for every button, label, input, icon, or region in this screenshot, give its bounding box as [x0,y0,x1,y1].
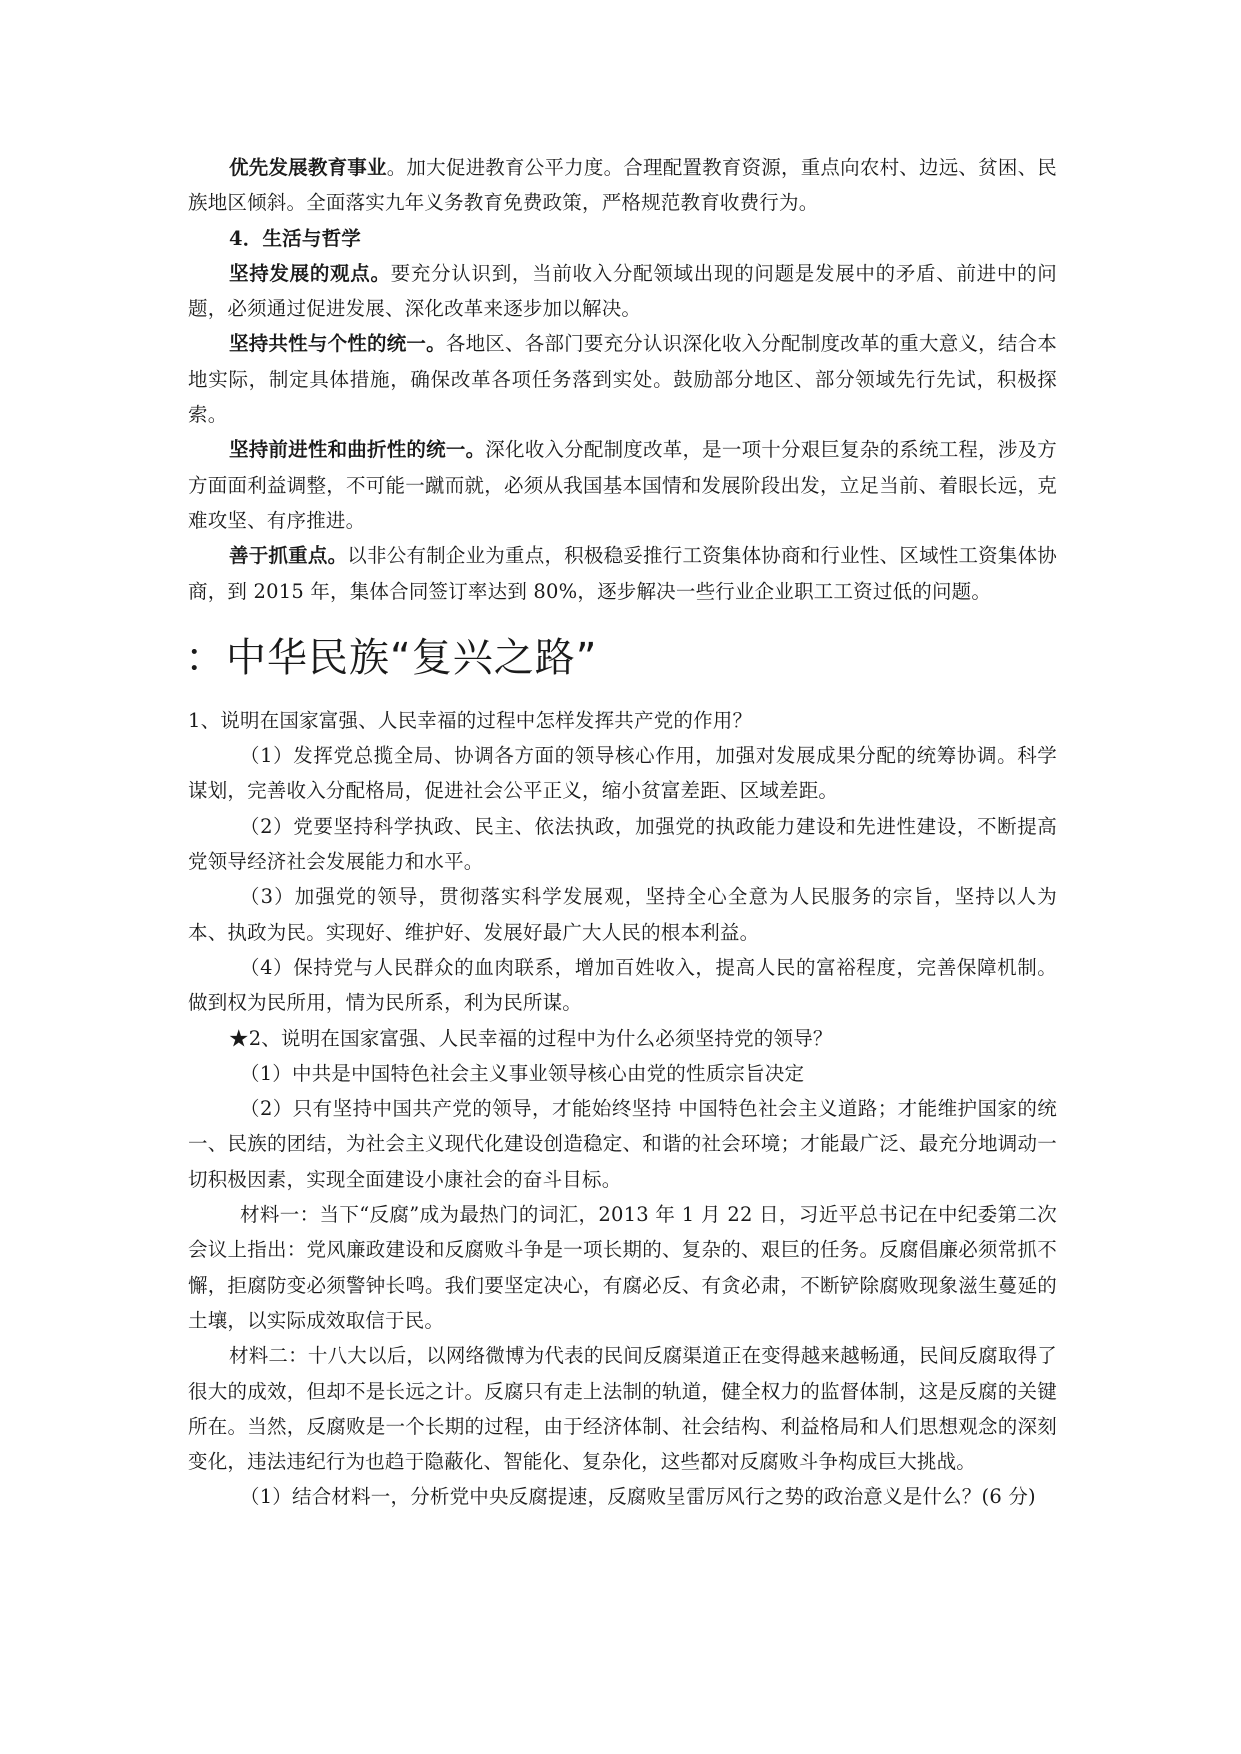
material-2: 材料二：十八大以后，以网络微博为代表的民间反腐渠道正在变得越来越畅通，民间反腐取得了很大的成效，但却不是长远之计。反腐只有走上法制的轨道，健全权力的监督体制，这是反腐的关键所在。当然，反腐败是一个长期的过程，由于经济体制、社会结构、利益格局和人们思想观念的深刻变化，违法违纪行为也趋于隐蔽化、智能化、复杂化，这些都对反腐败斗争构成巨大挑战。 [188,1344,1057,1474]
bold-lead: 优先发展教育事业 [229,156,387,179]
paragraph-text: 要充分认识到，当前收入分配领域出现的问题是发展中的矛盾、前进中的问题，必须通过促进发展、深化改革来逐步加以解决。 [188,261,1057,321]
material-1: 材料一：当下“反腐”成为最热门的词汇，2013 年 1 月 22 日，习近平总书记在中纪委第二次会议上指出：党风廉政建设和反腐败斗争是一项长期的、复杂的、艰巨的任务。反腐倡廉必须常抓不懈，拒腐防变必须警钟长鸣。我们要坚定决心，有腐必反、有贪必肃，不断铲除腐败现象滋生蔓延的土壤，以实际成效取信于民。 [188,1203,1057,1332]
question-2: ★2、说明在国家富强、人民幸福的过程中为什么必须坚持党的领导？ [229,1026,833,1050]
document-body [185,150,1058,1515]
paragraph-focus [188,538,1057,609]
paragraph-text: 各地区、各部门要充分认识深化收入分配制度改革的重大意义，结合本地实际，制定具体措施，确保改革各项任务落到实处。鼓励部分地区、部分领域先行先试，积极探索。 [188,332,1058,427]
paragraph-education [188,150,1057,221]
paragraph-text: 。加大促进教育公平力度。合理配置教育资源，重点向农村、边远、贫困、民族地区倾斜。全面落实九年义务教育免费政策，严格规范教育收费行为。 [188,156,1057,215]
bold-lead: 坚持发展的观点。 [229,261,391,285]
answer-1-2: （2）党要坚持科学执政、民主、依法执政，加强党的执政能力建设和先进性建设，不断提高党领导经济社会发展能力和水平。 [188,814,1057,874]
answer-1-3: （3）加强党的领导，贯彻落实科学发展观，坚持全心全意为人民服务的宗旨，坚持以人为本、执政为民。实现好、维护好、发展好最广大人民的根本利益。 [188,885,1057,944]
paragraph-commonality [188,326,1057,432]
answer-1-4: （4）保持党与人民群众的血肉联系，增加百姓收入，提高人民的富裕程度，完善保障机制。做到权为民所用，情为民所系，利为民所谋。 [188,955,1057,1015]
paragraph-progress [188,432,1057,538]
answer-1-1: （1）发挥党总揽全局、协调各方面的领导核心作用，加强对发展成果分配的统筹协调。科学谋划，完善收入分配格局，促进社会公平正义，缩小贫富差距、区域差距。 [188,744,1057,803]
bold-lead: 坚持共性与个性的统一。 [229,332,446,356]
paragraph-text: 深化收入分配制度改革，是一项十分艰巨复杂的系统工程，涉及方方面面利益调整，不可能一蹴而就，必须从我国基本国情和发展阶段出发，立足当前、着眼长远，克难攻坚、有序推进。 [188,438,1057,532]
question-1: 1、说明在国家富强、人民幸福的过程中怎样发挥共产党的作用？ [188,708,753,732]
answer-2-2: （2）只有坚持中国共产党的领导，才能始终坚持 中国特色社会主义道路；才能维护国家的统一、民族的团结，为社会主义现代化建设创造稳定、和谐的社会环境；才能最广泛、最充分地调动一切积极因素，实现全面建设小康社会的奋斗目标。 [188,1097,1057,1191]
answer-2-1: （1）中共是中国特色社会主义事业领导核心由党的性质宗旨决定 [240,1061,805,1085]
bold-lead: 善于抓重点。 [229,544,348,568]
paragraph-text: 以非公有制企业为重点，积极稳妥推行工资集体协商和行业性、区域性工资集体协商，到 2015 年，集体合同签订率达到 80%，逐步解决一些行业企业职工工资过低的问题。 [188,544,1058,603]
subheading-philosophy: 4．生活与哲学 [229,226,361,250]
paragraph-development [188,256,1057,327]
section-heading: ：中华民族“复兴之路” [185,634,598,681]
question-3: （1）结合材料一，分析党中央反腐提速，反腐败呈雷厉风行之势的政治意义是什么？(6 分) [240,1485,1036,1509]
bold-lead: 坚持前进性和曲折性的统一。 [229,438,486,462]
